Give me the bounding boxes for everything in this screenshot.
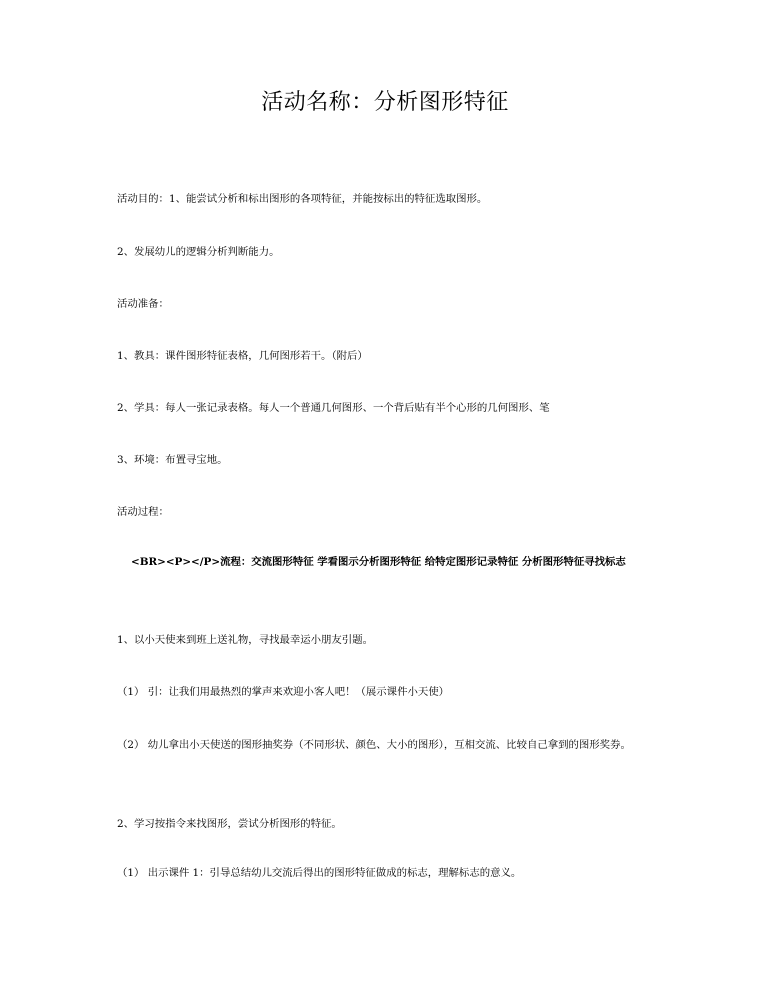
paragraph-process-flow: <BR><P></P>流程：交流图形特征 学看图示分析图形特征 给特定图形记录特征 分析图形特征寻找标志 [131,556,626,568]
paragraph-goal-2: 2、发展幼儿的逻辑分析判断能力。 [117,246,280,258]
paragraph-step-1-1: （1） 引：让我们用最热烈的掌声来欢迎小客人吧！（展示课件小天使） [117,686,450,698]
document-title: 活动名称：分析图形特征 [261,90,509,115]
paragraph-preparation-heading: 活动准备： [117,298,169,310]
paragraph-step-2: 2、学习按指令来找图形，尝试分析图形的特征。 [117,818,342,830]
paragraph-process-heading: 活动过程： [117,506,169,518]
paragraph-activity-goal: 活动目的：1、能尝试分析和标出图形的各项特征，并能按标出的特征选取图形。 [117,193,488,205]
paragraph-step-1-2: （2） 幼儿拿出小天使送的图形抽奖券（不同形状、颜色、大小的图形），互相交流、比较自己拿到的图形奖券。 [117,739,631,751]
paragraph-step-1: 1、以小天使来到班上送礼物，寻找最幸运小朋友引题。 [117,634,373,646]
paragraph-teaching-aids: 1、教具：课件图形特征表格，几何图形若干。（附后） [117,350,368,362]
paragraph-environment: 3、环境：布置寻宝地。 [117,454,228,466]
paragraph-step-2-1: （1） 出示课件 1：引导总结幼儿交流后得出的图形特征做成的标志，理解标志的意义。 [117,867,522,879]
paragraph-learning-aids: 2、学具：每人一张记录表格。每人一个普通几何图形、一个背后贴有半个心形的几何图形、笔 [117,402,550,414]
